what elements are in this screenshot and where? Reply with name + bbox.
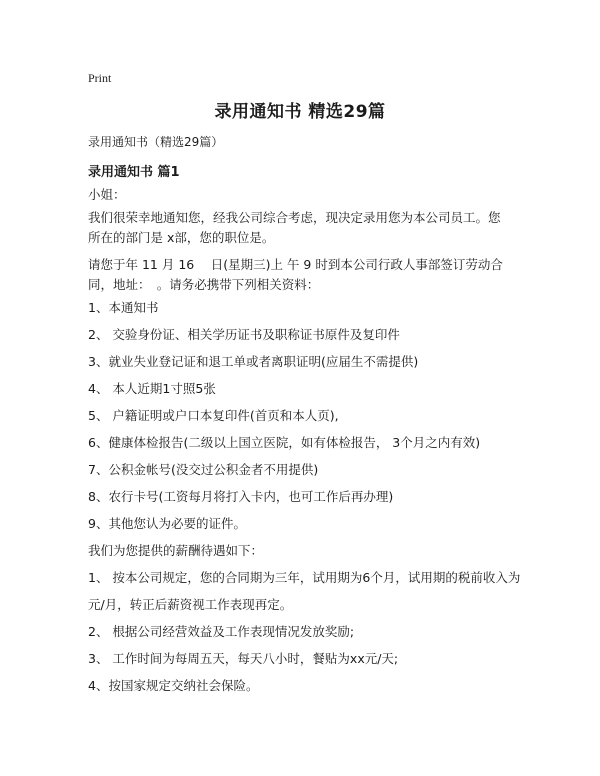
salary-item: 1、 按本公司规定，您的合同期为三年，试用期为6个月，试用期的税前收入为 — [88, 570, 521, 585]
salary-intro: 我们为您提供的薪酬待遇如下： — [88, 543, 264, 558]
materials-item: 6、健康体检报告(二级以上国立医院，如有体检报告， 3个月之内有效) — [88, 435, 481, 450]
page-title: 录用通知书 精选29篇 — [214, 102, 386, 122]
salary-item: 4、按国家规定交纳社会保险。 — [88, 678, 259, 693]
section-heading: 录用通知书 篇1 — [88, 165, 180, 180]
salary-item: 2、 根据公司经营效益及工作表现情况发放奖励; — [88, 624, 355, 639]
print-label: Print — [88, 71, 112, 85]
document-subtitle: 录用通知书（精选29篇） — [88, 135, 224, 149]
materials-item: 7、公积金帐号(没交过公积金者不用提供) — [88, 462, 319, 477]
materials-item: 5、 户籍证明或户口本复印件(首页和本人页), — [88, 408, 339, 423]
materials-item: 8、农行卡号(工资每月将打入卡内，也可工作后再办理) — [88, 489, 394, 504]
materials-item: 3、就业失业登记证和退工单或者离职证明(应届生不需提供) — [88, 354, 419, 369]
appointment-paragraph: 请您于年 11 月 16 日(星期三)上 午 9 时到本公司行政人事部签订劳动合同，地址： 。请务必携带下列相关资料： — [88, 257, 503, 292]
materials-item: 4、 本人近期1寸照5张 — [88, 381, 216, 396]
greeting: 小姐： — [88, 187, 126, 202]
materials-item: 2、 交验身份证、相关学历证书及职称证书原件及复印件 — [88, 327, 400, 342]
intro-paragraph: 我们很荣幸地通知您，经我公司综合考虑，现决定录用您为本公司员工。您所在的部门是 x部，您的职位是。 — [88, 210, 501, 245]
salary-item: 元/月，转正后薪资视工作表现再定。 — [88, 597, 293, 612]
materials-item: 1、本通知书 — [88, 300, 159, 315]
salary-item: 3、 工作时间为每周五天，每天八小时，餐贴为xx元/天; — [88, 651, 399, 666]
materials-item: 9、其他您认为必要的证件。 — [88, 516, 246, 531]
